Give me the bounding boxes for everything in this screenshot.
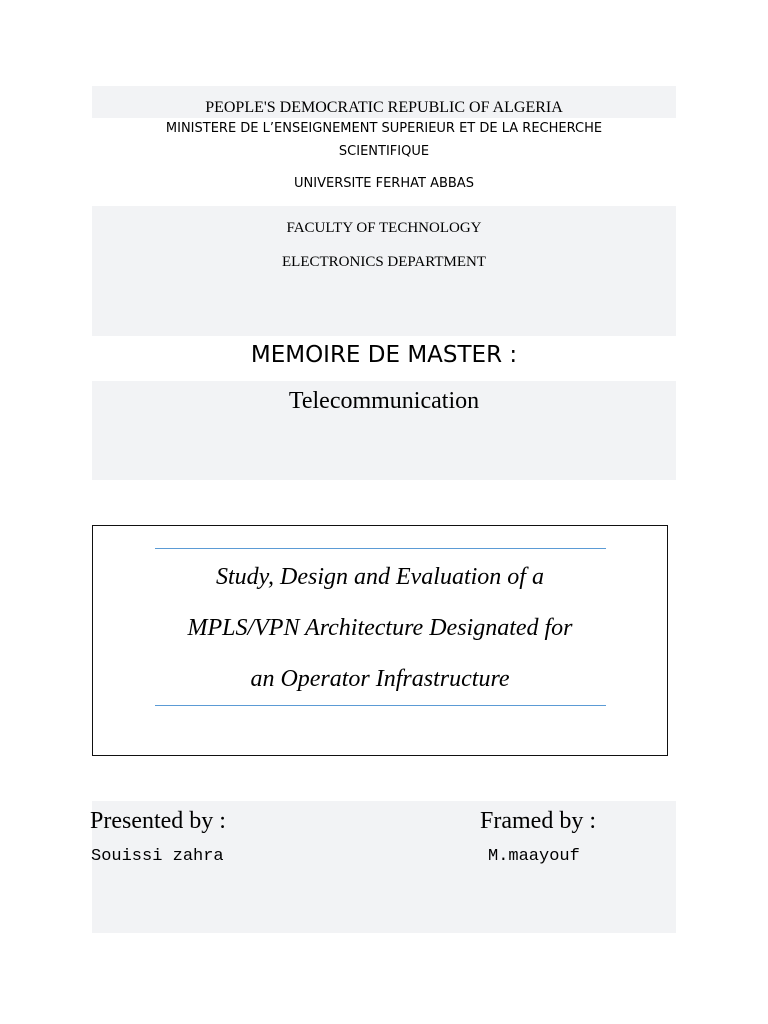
title-bottom-rule: [155, 705, 606, 706]
title-top-rule: [155, 548, 606, 549]
supervisor-name: M.maayouf: [488, 847, 580, 866]
thesis-title-line-2: MPLS/VPN Architecture Designated for: [187, 615, 573, 641]
specialty-name: Telecommunication: [288, 388, 480, 414]
ministry-line-2: SCIENTIFIQUE: [338, 144, 430, 159]
ministry-line-1: MINISTERE DE L’ENSEIGNEMENT SUPERIEUR ET DE LA RECHERCHE: [165, 121, 603, 136]
thesis-title: [93, 559, 667, 712]
faculty-name: FACULTY OF TECHNOLOGY: [286, 220, 482, 236]
framed-by-label: Framed by :: [480, 808, 596, 834]
degree-label: MEMOIRE DE MASTER :: [250, 342, 518, 368]
country-heading: PEOPLE'S DEMOCRATIC REPUBLIC OF ALGERIA: [205, 99, 563, 116]
department-name: ELECTRONICS DEPARTMENT: [282, 254, 486, 270]
presented-by-label: Presented by :: [90, 808, 226, 834]
student-name: Souissi zahra: [91, 847, 224, 866]
thesis-title-box: [92, 525, 668, 756]
thesis-title-line-1: Study, Design and Evaluation of a: [216, 564, 544, 590]
thesis-title-line-3: an Operator Infrastructure: [250, 666, 510, 692]
university-name: UNIVERSITE FERHAT ABBAS: [294, 176, 474, 191]
